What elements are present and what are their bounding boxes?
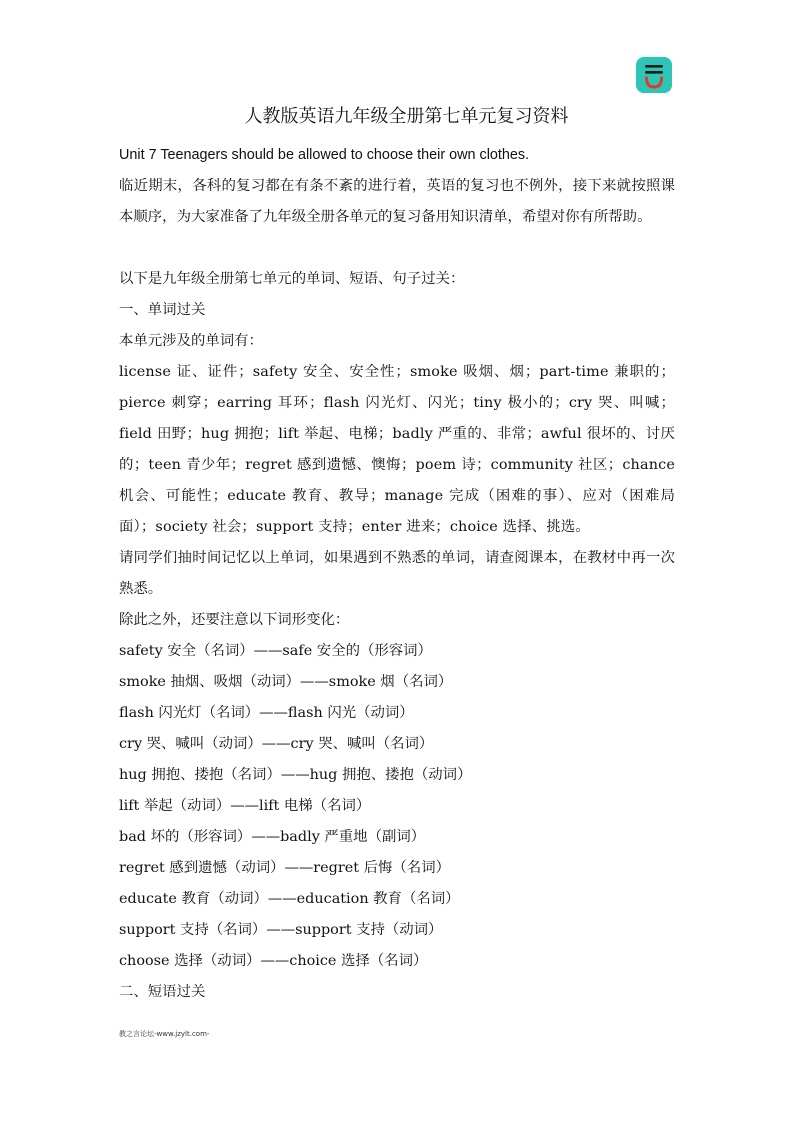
site-logo-icon <box>636 57 672 93</box>
review-note-paragraph: 请同学们抽时间记忆以上单词，如果遇到不熟悉的单词，请查阅课本，在教材中再一次熟悉。 <box>119 550 675 597</box>
document-title: 人教版英语九年级全册第七单元复习资料 <box>244 106 569 127</box>
words-intro: 本单元涉及的单词有： <box>119 333 263 349</box>
word-form-line: flash 闪光灯（名词）——flash 闪光（动词） <box>119 705 414 721</box>
word-form-line: lift 举起（动词）——lift 电梯（名词） <box>119 798 371 814</box>
word-form-line: hug 拥抱、搂抱（名词）——hug 拥抱、搂抱（动词） <box>119 767 472 783</box>
word-form-line: educate 教育（动词）——education 教育（名词） <box>119 891 460 907</box>
section2-heading: 二、短语过关 <box>119 984 206 1000</box>
section1-heading: 一、单词过关 <box>119 302 206 318</box>
word-form-line: support 支持（名词）——support 支持（动词） <box>119 922 443 938</box>
speech-bubble-logo-icon <box>636 57 672 93</box>
word-form-line: safety 安全（名词）——safe 安全的（形容词） <box>119 643 432 659</box>
document-body <box>119 140 675 1008</box>
word-form-line: regret 感到遗憾（动词）——regret 后悔（名词） <box>119 860 450 876</box>
word-list-paragraph: license 证、证件；safety 安全、安全性；smoke 吸烟、烟；part-time 兼职的；pierce 刺穿；earring 耳环；flash 闪光灯、闪光；tiny 极小的；cry 哭、叫喊；field 田野；hug 拥抱；lift 举起、电梯；badly 严重的、非常；awful 很坏的、讨厌的；teen 青少年；regret 感到遗憾、懊悔；poem 诗；community 社区；chance 机会、可能性；educate 教育、教导；manage 完成（困难的事）、应对（困难局面）；society 社会；support 支持；enter 进来；choice 选择、挑选。 <box>119 364 675 535</box>
overview-line: 以下是九年级全册第七单元的单词、短语、句子过关： <box>119 271 465 287</box>
word-forms-intro: 除此之外，还要注意以下词形变化： <box>119 612 350 628</box>
page-footer: 教之言论坛-www.jzylt.com- <box>119 1030 210 1038</box>
word-form-line: choose 选择（动词）——choice 选择（名词） <box>119 953 428 969</box>
word-form-line: smoke 抽烟、吸烟（动词）——smoke 烟（名词） <box>119 674 453 690</box>
word-form-line: cry 哭、喊叫（动词）——cry 哭、喊叫（名词） <box>119 736 434 752</box>
word-form-line: bad 坏的（形容词）——badly 严重地（副词） <box>119 829 426 845</box>
intro-paragraph: 临近期末，各科的复习都在有条不紊的进行着，英语的复习也不例外，接下来就按照课本顺序，为大家准备了九年级全册各单元的复习备用知识清单，希望对你有所帮助。 <box>119 178 675 225</box>
unit-line: Unit 7 Teenagers should be allowed to choose their own clothes. <box>119 147 530 163</box>
